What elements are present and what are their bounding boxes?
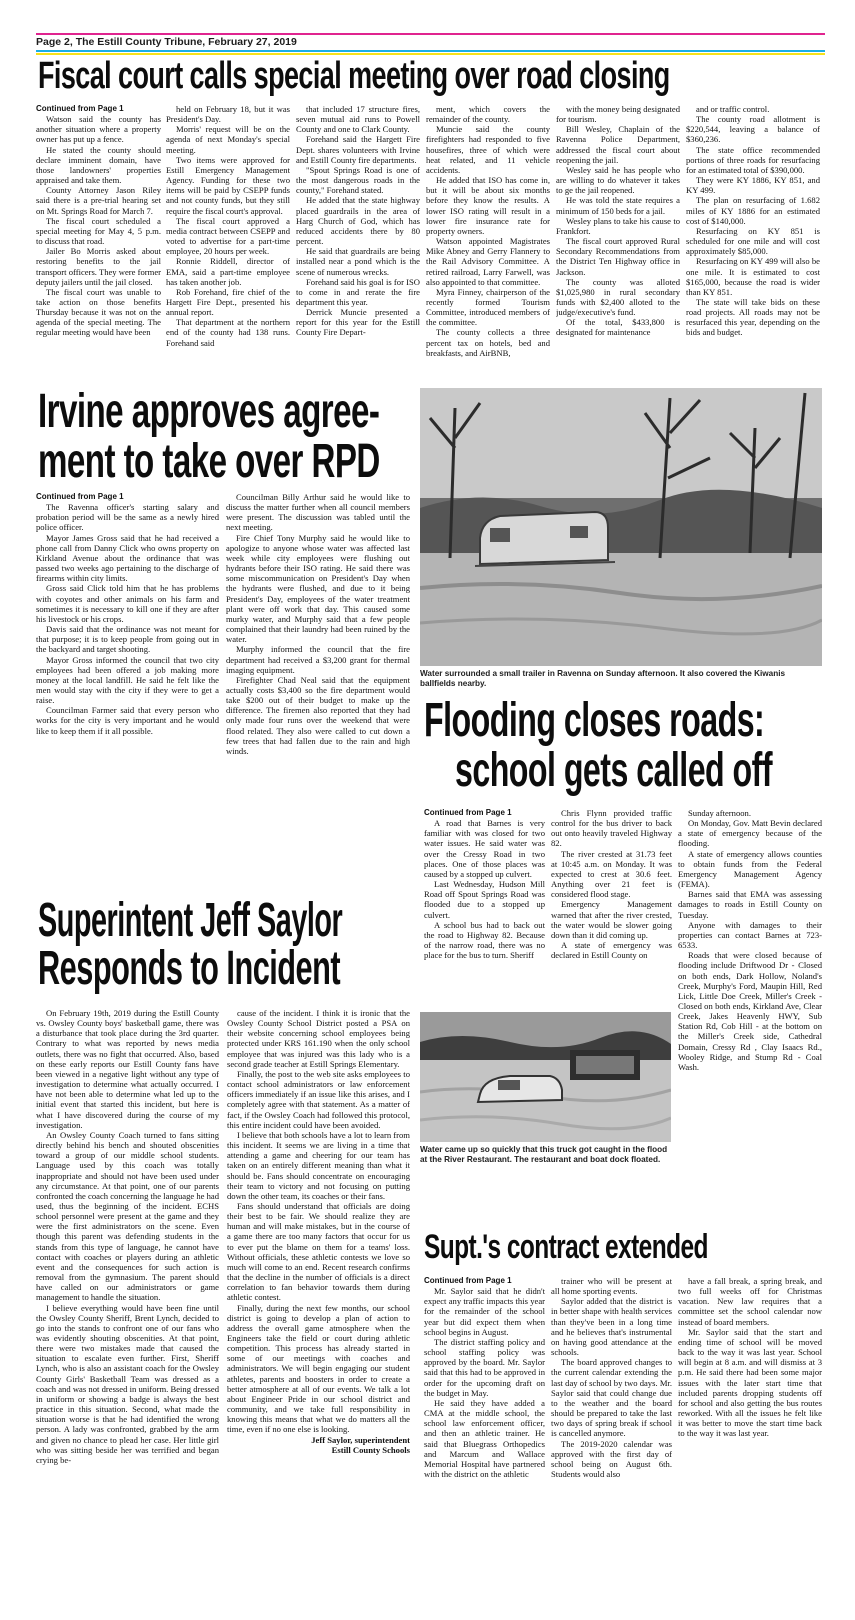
signature-name: Jeff Saylor, superintendent (311, 1434, 410, 1445)
article-superintendent-col-2-text (227, 1008, 410, 1435)
article-fiscal-court-col-2 (166, 104, 290, 380)
paragraph: The plan on resurfacing of 1.682 miles of KY 1886 for an estimated cost of $140,000. (686, 195, 820, 226)
headline-flooding-line-2: school gets called off (455, 744, 773, 797)
paragraph: Gross said Click told him that he has problems with coyotes and other animals on his farm and sometimes it is necessary to kill one if they are after his livestock or his crops. (36, 583, 219, 624)
paragraph: The county road allotment is $220,544, leaving a balance of $360,236. (686, 114, 820, 145)
continued-label: Continued from Page 1 (36, 104, 124, 113)
photo-flooded-trailer-caption: Water surrounded a small trailer in Ravenna on Sunday afternoon. It also covered the Kiwanis ballfields nearby. (420, 669, 786, 688)
article-supt-contract-col-2 (551, 1276, 672, 1612)
paragraph: that included 17 structure fires, seven mutual aid runs to Powell County and one to Clark County. (296, 104, 420, 135)
paragraph: He added that the state highway placed guardrails in the area of Harg Church of God, which has reduced accidents there by 80 percent. (296, 195, 420, 247)
paragraph: Last Wednesday, Hudson Mill Road off Spout Springs Road was flooded due to a stopped up culvert. (424, 879, 545, 920)
paragraph: Mr. Saylor said that the start and ending time of school will be moved back to the way it was last year. School will begin at 8 a.m. and will dismiss at 3 p.m. He said there had been some major issues with the later start time that included parents dropping students off for school and also getting the bus routes reworked. With all the issues he felt like it was better to move the start time back to the way it was last year. (678, 1326, 822, 1439)
article-irvine-col-1-text (36, 502, 219, 736)
continued-label: Continued from Page 1 (36, 492, 124, 501)
signature-title: Estill County Schools (331, 1444, 410, 1455)
paragraph: An Owsley County Coach turned to fans sitting directly behind his bench and shouted obscenities toward a group of our middle school students. Language used by this coach was totally inappropriate and should not have been used under any circumstance. At that point, one of our parents confronted the coach concerning the language he had used, thus the beginning of the incident. ECHS school personnel were present at the game and they were the first administrators on the scene. Even though this parent was defending students in the stands from this type of language, he cannot have contact with coaches or players during an athletic event and the consequences for such action is removal from the gymnasium. The parent should have called on our administrators or game management to handle the situation. (36, 1129, 219, 1303)
paragraph: Forehand said his goal is for ISO to come in and rerate the fire department this year. (296, 276, 420, 307)
paragraph: Wesley said he has people who are willing to do whatever it takes to ge the jail reopened. (556, 164, 680, 196)
paragraph: Wesley plans to take his cause to Frankfort. (556, 215, 680, 236)
page-folio: Page 2, The Estill County Tribune, February 27, 2019 (36, 36, 297, 48)
headline-superintendent-line-1: Superintent Jeff Saylor (38, 894, 343, 947)
paragraph: The fiscal court approved Rural Secondary Recommendations from the District Ten Highway office in Jackson. (556, 236, 680, 277)
article-fiscal-court-col-4 (426, 104, 550, 380)
paragraph: The board approved changes to the current calendar extending the last day of school by two days. Mr. Saylor said that could change due to the weather and the board should be prepared to take the last two days of spring break if school is cancelled anymore. (551, 1357, 672, 1439)
paragraph: and or traffic control. (696, 104, 770, 114)
paragraph: The river crested at 31.73 feet at 10:45 a.m. on Monday. It was expected to crest at 30.6 feet. Anything over 21 feet is considered flood stage. (551, 848, 672, 900)
continued-label: Continued from Page 1 (424, 808, 512, 817)
paragraph: Councilman Farmer said that every person who works for the city is very important and he would like to keep them if it all possible. (36, 705, 219, 736)
paragraph: The district staffing policy and school staffing policy was approved by the board. Mr. Saylor said that this had to be approved in order for the upcoming draft on the budget in May. (424, 1336, 545, 1398)
paragraph: I believe that both schools have a lot to learn from this incident. It seems we are living in a time that attending a game and cheering for our team has taken on an entirely different meaning than what it should be. Fans should concentrate on encouraging their team to victory and not focusing on putting down the other team, its coaches or their fans. (227, 1129, 410, 1201)
paragraph: Mayor Gross informed the council that two city employees had been offered a job making more money at the local landfill. He said he felt like the men would stay with the city if they were to get a raise. (36, 654, 219, 706)
paragraph: On Monday, Gov. Matt Bevin declared a state of emergency because of the flooding. (678, 818, 822, 849)
paragraph: Watson said the county has another situation where a property owner has put up a fence. (36, 114, 161, 145)
paragraph: Davis said that the ordinance was not meant for that purpose; it is to keep people from going out in the backyard and target shooting. (36, 624, 219, 655)
paragraph: He added that ISO has come in, but it will be about six months before they know the results. A lower ISO rating will result in a lower fire insurance rate for property owners. (426, 175, 550, 236)
paragraph: Bill Wesley, Chaplain of the Ravenna Police Department, addressed the fiscal court about reopening the jail. (556, 124, 680, 165)
paragraph: Councilman Billy Arthur said he would like to discuss the matter further when all council members were present. The discussion was tabled until the next meeting. (226, 492, 410, 533)
paragraph: Watson appointed Magistrates Mike Abney and Gerry Flannery to the Rail Advisory Committee. A retired railroad, Larry Farwell, was also appointed to that committee. (426, 236, 550, 287)
paragraph: cause of the incident. I think it is ironic that the Owsley County School District posted a PSA on their website concerning school employees being protected under KRS 161.190 when the only school employee that was injured was this lady who is a second grade teacher at Estill Springs Elementary. (227, 1008, 410, 1069)
article-fiscal-court-col-6 (686, 104, 820, 380)
article-irvine-col-1 (36, 492, 219, 890)
paragraph: He said that guardrails are being installed near a pond which is the scene of numerous wrecks. (296, 246, 420, 277)
paragraph: held on February 18, but it was President's Day. (166, 104, 290, 125)
paragraph: Anyone with damages to their properties can contact Barnes at 723-6533. (678, 919, 822, 951)
paragraph: Mayor James Gross said that he had received a phone call from Danny Click who owns property on Kirkland Avenue about the ordinance that was passed two weeks ago pertaining to the discharge of firearms within city limits. (36, 532, 219, 584)
paragraph: Chris Flynn provided traffic control for the bus driver to back out onto heavily traveled Highway 82. (551, 808, 672, 849)
paragraph: Ronnie Riddell, director of EMA, said a part-time employee has taken another job. (166, 256, 290, 287)
paragraph: Fans should understand that officials are doing their best to be fair. We should realize they are human and will make mistakes, but in the course of a game there are too many factors that occur for us to ever put the blame on them for a teams' loss. Without officials, these athletic contests we love so much will come to an end. Recent research confirms that the decline in the number of officials is a direct correlation to fan behavior towards them during athletic contest. (227, 1200, 410, 1303)
paragraph: Barnes said that EMA was assessing damages to roads in Estill County on Tuesday. (678, 889, 822, 920)
paragraph: Derrick Muncie presented a report for this year for the Estill County Fire Depart- (296, 307, 420, 338)
paragraph: Myra Finney, chairperson of the recently formed Tourism Committee, introduced members of the committee. (426, 286, 550, 328)
paragraph: The fiscal court was unable to take action on those benefits Thursday because it was not on the agenda of the special meeting. The regular meeting would have been (36, 286, 161, 338)
paragraph: He was told the state requires a minimum of 150 beds for a jail. (556, 195, 680, 216)
paragraph: On February 19th, 2019 during the Estill County vs. Owsley County boys' basketball game, there was a disturbance that took place during the 3rd quarter. Contrary to what was reported by news media outlets, there was no fight that occurred. Also, based on these early reports our Estill County fans have been viewed in a negative light without any type of investigation to determine what actually occurred. I have not been able to determine what led up to the initial event that started this incident, but here is what I have discovered during the course of my investigation. (36, 1008, 219, 1130)
paragraph: A road that Barnes is very familiar with was closed for two water issues. He said water was over the Cressy Road in two places. One of those places was caused by a stopped up culvert. (424, 818, 545, 879)
paragraph: The fiscal court scheduled a special meeting for May 4, 5 p.m. to discuss that road. (36, 215, 161, 247)
paragraph: A state of emergency allows counties to obtain funds from the Federal Emergency Management Agency (FEMA). (678, 848, 822, 890)
color-rule-cyan (36, 50, 825, 52)
article-flooding-col-1 (424, 808, 545, 1008)
article-flooding-col-3 (678, 808, 822, 1196)
paragraph: have a fall break, a spring break, and two full weeks off for Christmas vacation. New law requires that a committee set the school calendar now instead of board members. (678, 1276, 822, 1327)
paragraph: Forehand said the Hargett Fire Dept. shares volunteers with Irvine and Estill County fire departments. (296, 134, 420, 165)
paragraph: Muncie said the county firefighters had responded to five housefires, three of which were heat related, and 11 vehicle accidents. (426, 124, 550, 175)
photo-flooded-trailer (420, 388, 822, 666)
article-fiscal-court-col-1 (36, 104, 161, 380)
color-rule-magenta (36, 33, 825, 35)
paragraph: with the money being designated for tourism. (556, 104, 680, 125)
paragraph: Roads that were closed because of flooding include Driftwood Dr - Closed on both ends, Dark Hollow, Noland's Creek, Murphy's Ford, Maupin Hill, Red Lick, Little Doe Creek, Miller's Creek - Closed on both ends, Kirkland Ave, Clear Creek, Jakes Heavenly HWY, Sub Station Rd, Cob Hill - at the bottom on the Miller's Creek side, Cathedral Domain, Cressy Rd , Clay Isaacs Rd., Wooley Ridge, and Stump Rd - Coal Wash. (678, 950, 822, 1072)
paragraph: The state office recommended portions of three roads for resurfacing for an estimated total of $390,000. (686, 144, 820, 175)
paragraph: Emergency Management warned that after the river crested, the water would be slower going down than it did coming up. (551, 899, 672, 940)
article-fiscal-court-col-3 (296, 104, 420, 380)
paragraph: trainer who will be present at all home sporting events. (551, 1276, 672, 1297)
article-fiscal-court-col-1-text (36, 114, 161, 337)
paragraph: Morris' request will be on the agenda of next Monday's special meeting. (166, 124, 290, 155)
paragraph: Fire Chief Tony Murphy said he would like to apologize to anyone whose water was affected last week while city employees were flushing out hydrants before their ISO rating. He said there was some miscommunication on President's Day when the hydrants were flushed, and due to it being President's Day, employees of the water treatment plant were off work that day. This caused some murky water, and Murphy said that a few people complained that their laundry had been ruined by the water. (226, 532, 410, 645)
headline-supt-contract: Supt.'s contract extended (424, 1228, 708, 1266)
paragraph: Mr. Saylor said that he didn't expect any traffic impacts this year for the remainder of the school year but did expect them when school begins in August. (424, 1286, 545, 1337)
paragraph: Of the total, $433,800 is designated for maintenance (556, 317, 680, 338)
article-flooding-col-1-text (424, 818, 545, 960)
paragraph: Murphy informed the council that the fire department had received a $3,200 grant for thermal imaging equipment. (226, 644, 410, 675)
paragraph: Finally, the post to the web site asks employees to contact school administrators or law enforcement officers immediately if an issue like this arises, and I completely agree with that statement. As a matter of fact, if the Owsley Coach had followed this protocol, this entire incident could have been avoided. (227, 1068, 410, 1130)
continued-label: Continued from Page 1 (424, 1276, 512, 1285)
headline-irvine-rpd-line-1: Irvine approves agree- (38, 385, 380, 438)
paragraph: The Ravenna officer's starting salary and probation period will be the same as a newly hired police officer. (36, 502, 219, 533)
paragraph: "Spout Springs Road is one of the most dangerous roads in the county," Forehand stated. (296, 164, 420, 196)
paragraph: The county was alloted $1,025,980 in rural secondary funds with $2,400 alloted to the judge/executive's fund. (556, 276, 680, 318)
paragraph: He said they have added a CMA at the middle school, the school law enforcement officer, and then an athletic trainer. He said that Bluegrass Orthopedics and Marcum and Wallace Memorial Hospital have partnered with the district on the athletic (424, 1397, 545, 1479)
article-supt-contract-col-1-text (424, 1286, 545, 1479)
headline-superintendent-line-2: Responds to Incident (38, 942, 341, 995)
paragraph: Finally, during the next few months, our school district is going to develop a plan of action to address the overall game atmosphere when the Engineers take the field or court during athletic competition. This process has already started in some of our meetings with coaches and administrators. We will begin engaging our student athletes, parents and boosters in order to create a better atmosphere at all of our events. We talk a lot about Engineer Pride in our school district and community, and we take full responsibility in knowing this means that what we do matters all the time, even if no one else is looking. (227, 1302, 410, 1435)
article-superintendent-col-2 (227, 1008, 410, 1608)
paragraph: The county collects a three percent tax on hotels, bed and breakfasts, and AirBNB, (426, 327, 550, 358)
article-superintendent-col-1 (36, 1008, 219, 1608)
article-irvine-col-2 (226, 492, 410, 890)
paragraph: A school bus had to back out the road to Highway 82. Because of the narrow road, there was no place for the bus to turn. Sheriff (424, 919, 545, 961)
paragraph: The state will take bids on these road projects. All roads may not be resurfaced this year, depending on the bids and budget. (686, 296, 820, 338)
photo-truck-in-flood-image (420, 1012, 671, 1142)
paragraph: Jailer Bo Morris asked about restoring benefits to the jail transport officers. They were former deputy jailers until the jail closed. (36, 246, 161, 287)
article-fiscal-court-col-5 (556, 104, 680, 380)
paragraph: That department at the northern end of the county had 138 runs. Forehand said (166, 317, 290, 348)
photo-truck-in-flood-caption: Water came up so quickly that this truck got caught in the flood at the River Restaurant. The restaurant and boat dock floated. (420, 1145, 668, 1164)
paragraph: Firefighter Chad Neal said that the equipment actually costs $3,400 so the fire department would take $200 out of their budget to make up the difference. The firemen also reported that they had only made four runs over the weekend that were flood related. They also were called to cut down a few trees that had fallen due to the rain and high winds. (226, 674, 410, 756)
headline-irvine-rpd-line-2: ment to take over RPD (38, 435, 380, 488)
paragraph: Rob Forehand, fire chief of the Hargett Fire Dept., presented his annual report. (166, 286, 290, 318)
paragraph: He stated the county should declare imminent domain, have those landowners' properties appraised and take them. (36, 144, 161, 186)
paragraph: I believe everything would have been fine until the Owsley County Sheriff, Brent Lynch, decided to go into the stands to confront one of our fans who was evidently shouting obscenities. At that point, there were two mistakes made that caused the situation to escalate even further. First, Sheriff Lynch, who is also an assistant coach for the Owsley County Girls' Basketball Team was dressed as a coach and was not dressed in uniform. Being dressed in uniform or showing a badge is always the best practice in this situation. Second, what made the situation worse is that he had identified the wrong person. A lady was confronted, grabbed by the arm and given no chance to plead her case. Her little girl who was sitting beside her was terrified and began crying be- (36, 1302, 219, 1465)
photo-truck-in-flood (420, 1012, 671, 1142)
article-flooding-col-2 (551, 808, 672, 1008)
paragraph: The 2019-2020 calendar was approved with the first day of school being on August 6th. Students would also (551, 1438, 672, 1479)
paragraph: Two items were approved for Estill Emergency Management Agency. Funding for these two items will be paid by CSEPP funds and not county funds, but they still require the fiscal court's approval. (166, 154, 290, 216)
paragraph: They were KY 1886, KY 851, and KY 499. (686, 175, 820, 196)
paragraph: A state of emergency was declared in Estill County on (551, 940, 672, 961)
photo-flooded-trailer-image (420, 388, 822, 666)
paragraph: The fiscal court approved a media contract between CSEPP and voted to advertise for a part-time employee, 20 hours per week. (166, 215, 290, 257)
article-supt-contract-col-1 (424, 1276, 545, 1612)
paragraph: Resurfacing on KY 851 is scheduled for one mile and will cost approximately $85,000. (686, 225, 820, 257)
headline-fiscal-court: Fiscal court calls special meeting over road closing (38, 55, 670, 97)
paragraph: ment, which covers the remainder of the county. (426, 104, 550, 125)
paragraph: Saylor added that the district is in better shape with health services than they've been in a long time and he believes that's instrumental on having good attendance at the schools. (551, 1296, 672, 1358)
article-supt-contract-col-3 (678, 1276, 822, 1612)
paragraph: County Attorney Jason Riley said there is a pre-trial hearing set on Mt. Springs Road for March 7. (36, 185, 161, 216)
paragraph: Sunday afternoon. (688, 808, 752, 818)
headline-flooding-line-1: Flooding closes roads: (424, 694, 765, 747)
paragraph: Resurfacing on KY 499 will also be one mile. It is estimated to cost $165,000, because the road is wider than KY 851. (686, 256, 820, 297)
